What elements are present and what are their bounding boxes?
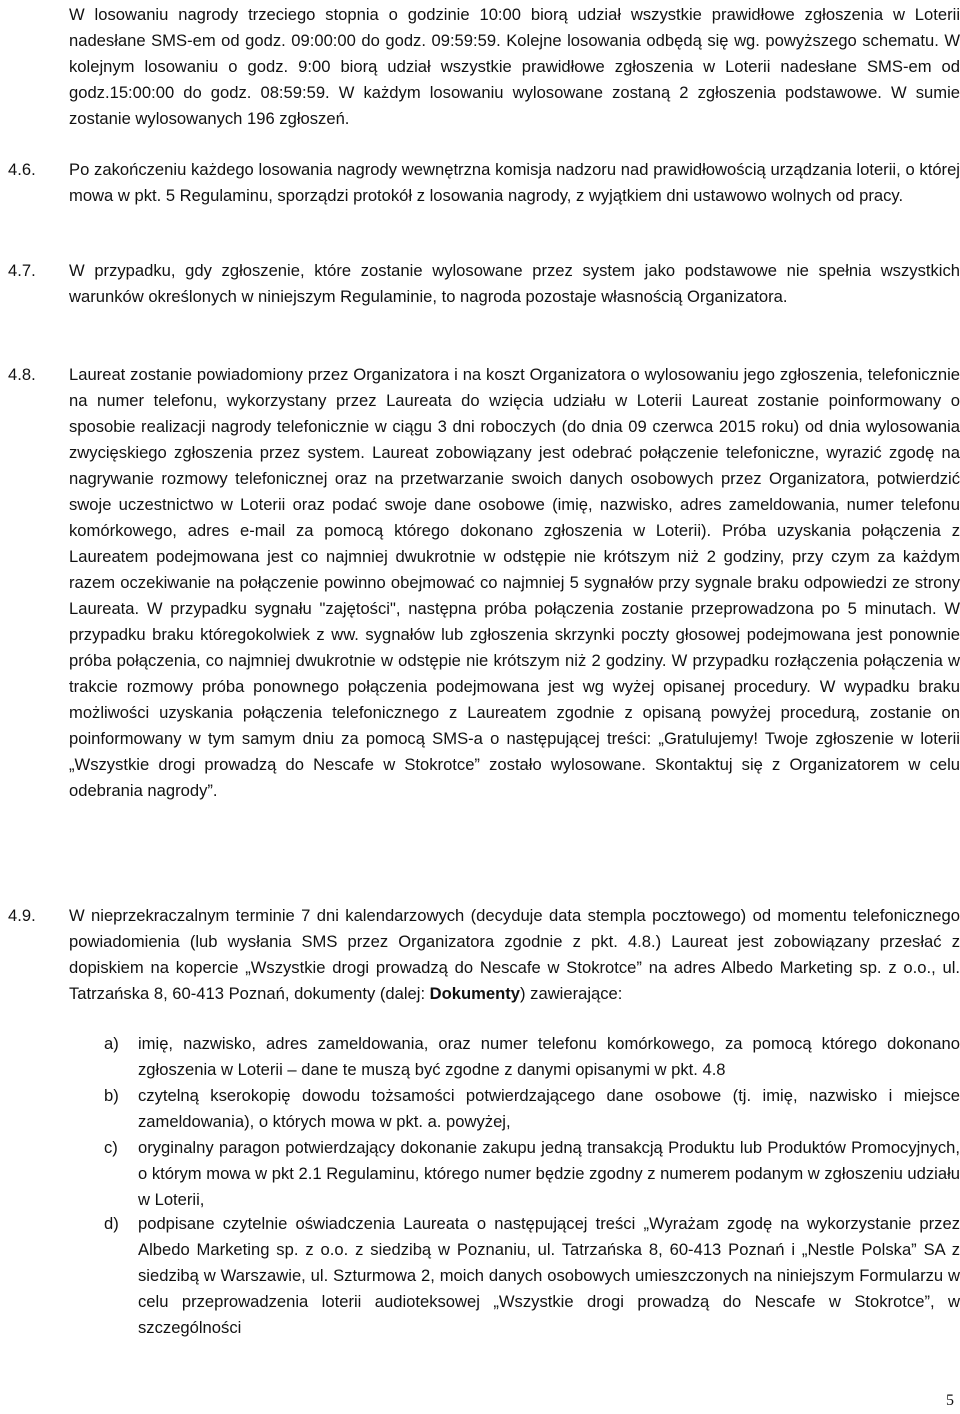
list-item-text: oryginalny paragon potwierdzający dokonanie zakupu jedną transakcją Produktu lub Produktów Promocyjnych, o którym mowa w pkt 2.1 Regulaminu, którego numer będzie zgodny z numerem podanym w zgłoszeniu udziału w Loterii, bbox=[138, 1138, 960, 1209]
list-item-text: czytelną kserokopię dowodu tożsamości potwierdzającego dane osobowe (tj. imię, nazwisko i miejsce zameldowania), o których mowa w pkt. a. powyżej, bbox=[138, 1086, 960, 1131]
list-item-text: imię, nazwisko, adres zameldowania, oraz numer telefonu komórkowego, za pomocą którego dokonano zgłoszenia w Loterii – dane te muszą być zgodne z danymi opisanymi w pkt. 4.8 bbox=[138, 1034, 960, 1079]
section-number: 4.8. bbox=[8, 365, 36, 384]
section-4-6-paragraph bbox=[69, 157, 960, 209]
section-text: W przypadku, gdy zgłoszenie, które zostanie wylosowane przez system jako podstawowe nie spełnia wszystkich warunków określonych w niniejszym Regulaminie, to nagroda pozostaje własnością Organizatora. bbox=[69, 261, 960, 306]
list-letter: d) bbox=[104, 1214, 119, 1233]
section-number: 4.7. bbox=[8, 261, 36, 280]
list-letter: c) bbox=[104, 1138, 118, 1157]
section-text: W nieprzekraczalnym terminie 7 dni kalendarzowych (decyduje data stempla pocztowego) od momentu telefonicznego powiadomienia (lub wysłania SMS przez Organizatora zgodnie z pkt. 4.8.) Laureat jest zobowiązany przesłać z dopiskiem na kopercie „Wszystkie drogi prowadzą do Nescafe w Stokrotce” na adres Albedo Marketing sp. z o.o., ul. Tatrzańska 8, 60-413 Poznań, dokumenty (dalej: bbox=[69, 906, 960, 1003]
page-number: 5 bbox=[946, 1392, 954, 1409]
section-bold-term: Dokumenty bbox=[429, 984, 521, 1003]
section-number: 4.6. bbox=[8, 160, 36, 179]
section-text: ) zawierające: bbox=[520, 984, 623, 1003]
intro-paragraph bbox=[69, 2, 960, 132]
list-letter: a) bbox=[104, 1034, 119, 1053]
section-4-8-paragraph bbox=[69, 362, 960, 804]
list-item-text: podpisane czytelnie oświadczenia Laureata o następującej treści „Wyrażam zgodę na wykorzystanie przez Albedo Marketing sp. z o.o. z siedzibą w Poznaniu, ul. Tatrzańska 8, 60-413 Poznań i „Nestle Polska” SA z siedzibą w Warszawie, ul. Szturmowa 2, moich danych osobowych umieszczonych na niniejszym Formularzu w celu przeprowadzenia loterii audioteksowej „Wszystkie drogi prowadzą do Nescafe w Stokrotce”, w szczególności bbox=[138, 1214, 960, 1337]
section-text: Laureat zostanie powiadomiony przez Organizatora i na koszt Organizatora o wylosowaniu jego zgłoszenia, telefonicznie na numer telefonu, wykorzystany przez Laureata do wzięcia udziału w Loterii Laureat zostanie poinformowany o sposobie realizacji nagrody telefonicznie w ciągu 3 dni roboczych (do dnia 09 czerwca 2015 roku) od dnia wylosowania zwycięskiego zgłoszenia przez system. Laureat zobowiązany jest odebrać połączenie telefoniczne, wyrazić zgodę na nagrywanie rozmowy telefonicznej oraz na przetwarzanie swoich danych osobowych przez Organizatora, potwierdzić swoje uczestnictwo w Loterii oraz podać swoje dane osobowe (imię, nazwisko, adres zameldowania, numer telefonu komórkowego, adres e-mail za pomocą którego dokonano zgłoszenia w Loterii). Próba uzyskania połączenia z Laureatem podejmowana jest co najmniej dwukrotnie w odstępie nie krótszym niż 2 godziny, przy czym za każdym razem oczekiwanie na połączenie powinno obejmować co najmniej 5 sygnałów przy sygnale braku odpowiedzi ze strony Laureata. W przypadku sygnału "zajętości", następna próba połączenia zostanie przeprowadzona po 5 minutach. W przypadku braku któregokolwiek z ww. sygnałów lub zgłoszenia skrzynki poczty głosowej podejmowana jest ponownie próba połączenia, co najmniej dwukrotnie w odstępie nie krótszym niż 2 godziny. W przypadku rozłączenia połączenia w trakcie rozmowy próba ponownego połączenia podejmowana jest wg wyżej opisanej procedury. W wypadku braku możliwości uzyskania połączenia telefonicznego z Laureatem zgodnie z opisaną powyżej procedurą, zostanie on poinformowany w tym samym dniu za pomocą SMS-a o następującej treści: „Gratulujemy! Twoje zgłoszenie w loterii „Wszystkie drogi prowadzą do Nescafe w Stokrotce” zostało wylosowane. Skontaktuj się z Organizatorem w celu odebrania nagrody”. bbox=[69, 365, 960, 800]
list-letter: b) bbox=[104, 1086, 119, 1105]
section-number: 4.9. bbox=[8, 906, 36, 925]
intro-text: W losowaniu nagrody trzeciego stopnia o godzinie 10:00 biorą udział wszystkie prawidłowe zgłoszenia w Loterii nadesłane SMS-em od godz. 09:00:00 do godz. 09:59:59. Kolejne losowania odbędą się wg. powyższego schematu. W kolejnym losowaniu o godz. 9:00 biorą udział wszystkie prawidłowe zgłoszenia w Loterii nadesłane SMS-em od godz.15:00:00 do godz. 08:59:59. W każdym losowaniu wylosowane zostaną 2 zgłoszenia podstawowe. W sumie zostanie wylosowanych 196 zgłoszeń. bbox=[69, 5, 960, 128]
section-4-7-paragraph bbox=[69, 258, 960, 310]
section-text: Po zakończeniu każdego losowania nagrody wewnętrzna komisja nadzoru nad prawidłowością urządzania loterii, o której mowa w pkt. 5 Regulaminu, sporządzi protokół z losowania nagrody, z wyjątkiem dni ustawowo wolnych od pracy. bbox=[69, 160, 960, 205]
section-4-9-paragraph bbox=[69, 903, 960, 1007]
